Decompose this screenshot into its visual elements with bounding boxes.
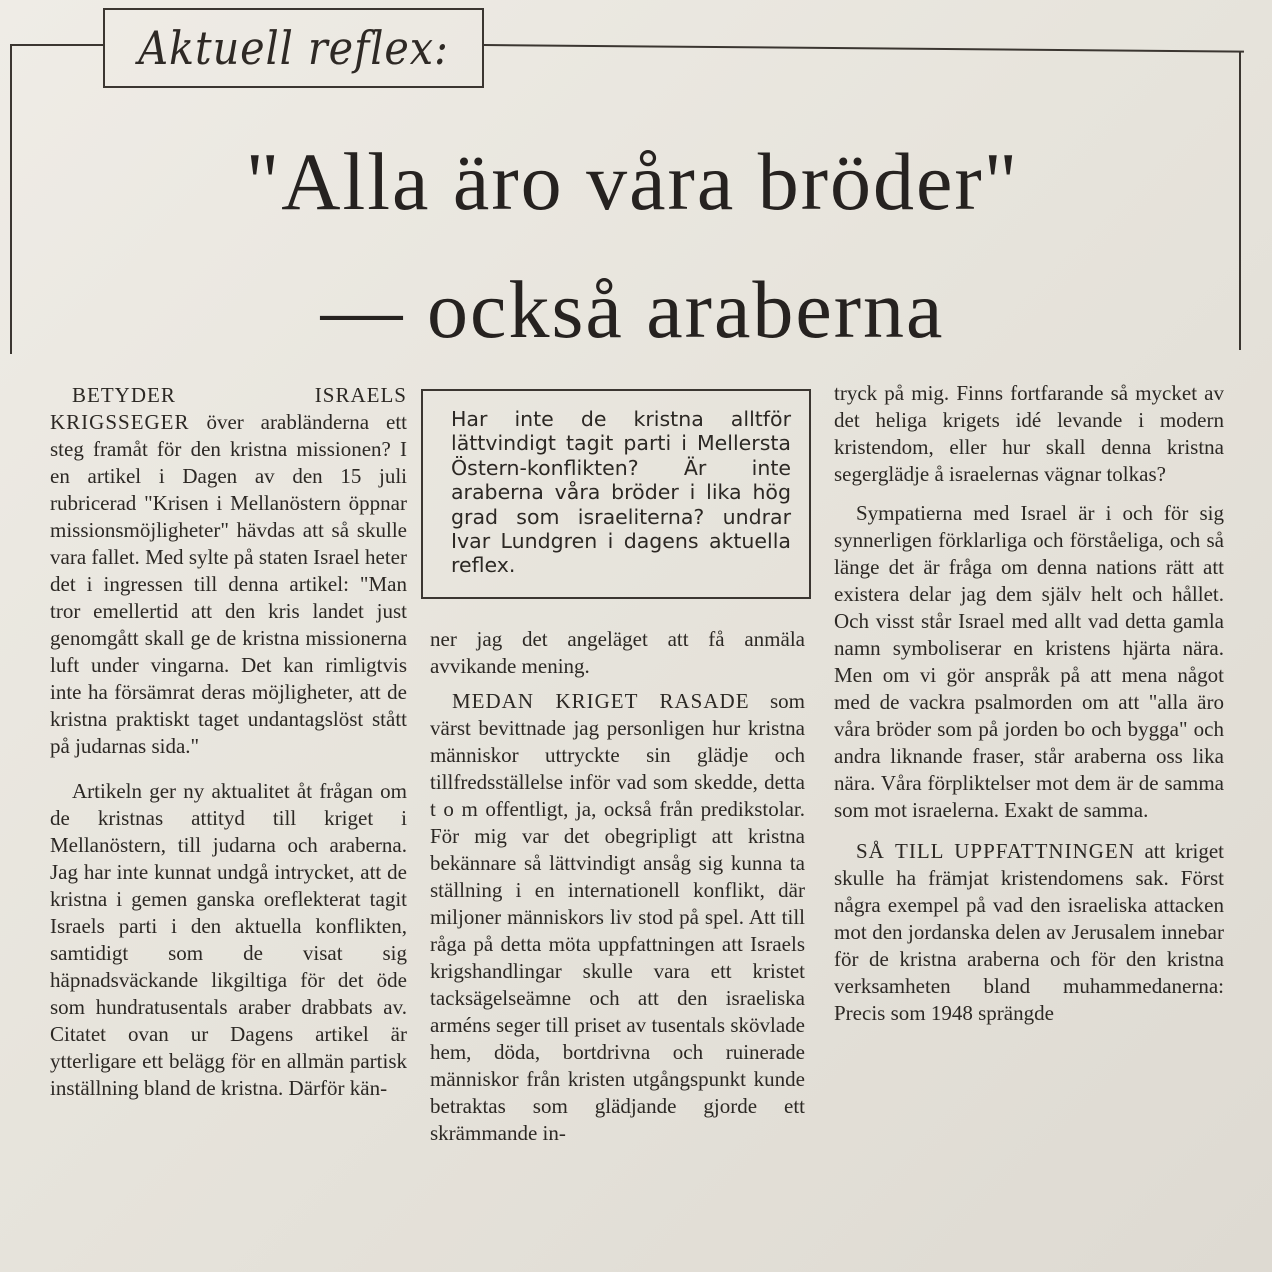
top-rule-left xyxy=(10,44,103,46)
lead-caps: BETYDER ISRAELS KRIGSSEGER xyxy=(50,383,407,434)
paragraph: Artikeln ger ny aktualitet åt frågan om de kristnas attityd till kriget i Mellanöstern, till judarna och araberna. Jag har inte kunnat undgå intrycket, att de kristna i gemen ganska oreflekterat tagit Israels parti i den aktuella konflikten, samtidigt som de visat sig häpnadsväckande likgiltiga för det öde som hundratusentals araber drabbats av. Citatet ovan ur Dagens artikel är ytterligare ett belägg för en allmän partisk inställning bland de kristna. Därför kän- xyxy=(50,779,407,1100)
paragraph: över arabländerna ett steg framåt för den kristna missionen? I en artikel i Dagen av den 15 juli rubricerad "Krisen i Mellanöstern öppnar missionsmöjligheter" hävdas att så skulle vara fallet. Med sylte på staten Israel heter det i ingressen till denna artikel: "Man tror emellertid att den kris landet just genomgått skall ge de kristna missionerna luft under vingarna. Det kan rimligtvis inte ha försämrat deras möjligheter, att de kristna praktiskt taget undantagslöst stått på judarnas sida." xyxy=(50,410,407,758)
paragraph: ner jag det angeläget att få anmäla avvikande mening. xyxy=(430,627,805,678)
article-column-3 xyxy=(834,380,1224,1270)
pull-quote-box xyxy=(421,389,811,599)
article-column-2 xyxy=(430,626,805,1266)
paragraph: tryck på mig. Finns fortfarande så mycket av det heliga krigets idé levande i modern kristendom, eller hur skall denna kristna segerglädje å israelernas vägnar tolkas? xyxy=(834,381,1224,486)
lead-caps: SÅ TILL UPPFATTNINGEN xyxy=(856,839,1135,863)
article-column-1 xyxy=(50,382,407,1267)
kicker-box xyxy=(103,8,484,88)
left-rule xyxy=(10,44,12,354)
paragraph: att kriget skulle ha främjat kristendomens sak. Först några exempel på vad den israeliska attacken mot den jordanska delen av Jerusalem innebar för de kristna araberna och för den kristna verksamheten bland muhammedanerna: Precis som 1948 sprängde xyxy=(834,839,1224,1025)
kicker-label: Aktuell reflex: xyxy=(138,21,449,75)
paragraph: som värst bevittnade jag personligen hur kristna människor uttryckte sin glädje och tillfredsställelse inför vad som skedde, detta t o m offentligt, ja, också från predikstolar. För mig var det obegripligt att kristna bekännare så lättvindigt ansåg sig kunna ta ställning i en internationell konflikt, där miljoner människors liv stod på spel. Att till råga på detta möta uppfattningen att Israels krigshandlingar skulle vara ett kristet tacksägelseämne och att den israeliska arméns seger till priset av tusentals skövlade hem, döda, bortdrivna och ruinerade människor från kristen utgångspunkt kunde betraktas som glädjande gjorde ett skrämmande in- xyxy=(430,689,805,1145)
pull-quote-text: Har inte de kristna alltför lättvindigt tagit parti i Mellersta Östern-konflikten? Är inte araberna våra bröder i lika hög grad som israeliterna? undrar Ivar Lundgren i dagens aktuella reflex. xyxy=(451,407,791,578)
paragraph: Sympatierna med Israel är i och för sig synnerligen förklarliga och förståeliga, och så länge det är fråga om denna nations rätt att existera delar jag dem själv helt och hållet. Och visst står Israel med allt vad detta gamla namn symboliserar en kristens hjärta nära. Men om vi gör anspråk på att mena något med de vackra psalmorden om att "alla äro våra bröder som på jorden bo och bygga" och andra liknande fraser, står araberna oss lika nära. Våra förpliktelser mot dem är de samma som mot israelerna. Exakt de samma. xyxy=(834,501,1224,822)
headline-line-1: "Alla äro våra bröder" xyxy=(245,136,1020,227)
headline-line-2: — också araberna xyxy=(320,264,945,355)
lead-caps: MEDAN KRIGET RASADE xyxy=(452,689,750,713)
